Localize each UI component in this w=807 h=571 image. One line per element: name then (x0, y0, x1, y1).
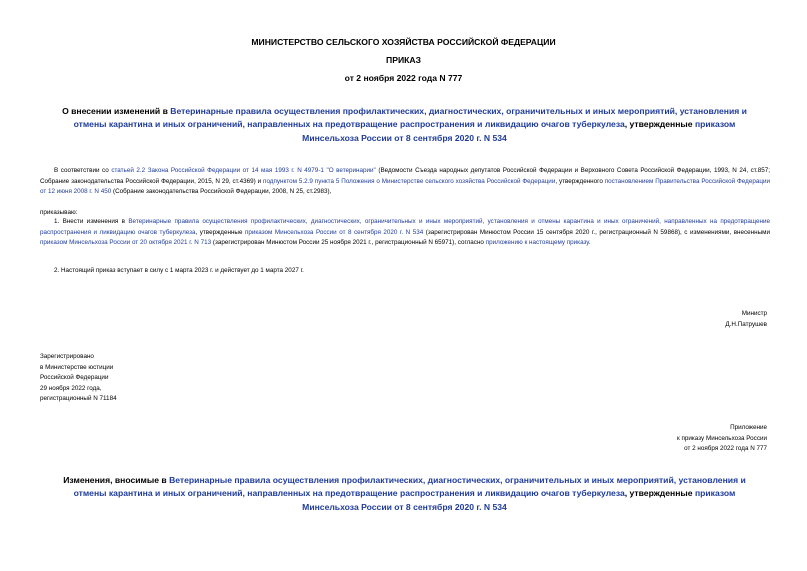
item-1-paragraph (40, 217, 770, 249)
government-decree-link[interactable]: постановлением Правительства Российской Федерации от 12 июня 2008 г. N 450 (40, 177, 770, 196)
appendix-block (677, 423, 767, 455)
ministry-heading: МИНИСТЕРСТВО СЕЛЬСКОГО ХОЗЯЙСТВА РОССИЙСКОЙ ФЕДЕРАЦИИ (251, 37, 556, 47)
document-type: ПРИКАЗ (386, 55, 421, 65)
title-text: , утвержденные (624, 119, 695, 130)
title-text: О внесении изменений в (62, 106, 171, 116)
paragraph-text: . (588, 239, 591, 247)
title-text: Изменения, вносимые в (63, 475, 170, 485)
regulation-subclause-link[interactable]: подпунктом 5.2.9 пункта 5 Положения о Министерстве сельского хозяйства Российской Федерации (263, 177, 556, 185)
paragraph-text: (Ведомости Съезда народных депутатов Российской Федерации и Верховного Совета Российской Федерации, 1993, N 24, ст.857; Собрание законодательства Российской Федерации, 2015, N 29, ст.4369) и (40, 167, 771, 185)
paragraph-text: , утвержденные (195, 228, 245, 236)
order-534-link[interactable]: приказом Минсельхоза России от 8 сентября 2020 г. N 534 (302, 119, 736, 143)
rules-link[interactable]: Ветеринарные правила осуществления профилактических, диагностических, ограничительных и иных мероприятий, установления и отмены карантина и иных ограничений, направленных на предотвращение распространения и ликвидацию очагов туберкулеза (73, 106, 747, 130)
signature-block (725, 309, 767, 330)
document-title (48, 105, 761, 145)
registration-line: Российской Федерации (40, 374, 109, 381)
item-2-paragraph: 2. Настоящий приказ вступает в силу с 1 марта 2023 г. и действует до 1 марта 2027 г. (54, 267, 304, 274)
signatory-name: Д.Н.Патрушев (725, 320, 767, 328)
paragraph-text: (зарегистрирован Минюстом России 25 ноября 2021 г., регистрационный N 65971), согласно (211, 239, 486, 247)
appendix-link[interactable]: приложению к настоящему приказу (485, 239, 589, 247)
rules-link[interactable]: Ветеринарные правила осуществления профилактических, диагностических, ограничительных и иных мероприятий, установления и отмены карантина и иных ограничений, направленных на предотвращение распространения и ликвидацию очагов туберкулеза (73, 475, 746, 499)
registration-line: в Министерстве юстиции (40, 363, 114, 371)
registration-line: регистрационный N 71184 (40, 395, 117, 402)
rules-link[interactable]: Ветеринарные правила осуществления профилактических, диагностических, ограничительных и иных мероприятий, установления и отмены карантина и иных ограничений, направленных на предотвращение распространения и ликвидацию очагов туберкулеза (40, 218, 770, 236)
order-713-link[interactable]: приказом Минсельхоза России от 20 октября 2021 г. N 713 (40, 239, 212, 247)
registration-line: 29 ноября 2022 года, (40, 384, 102, 392)
order-word: приказываю: (40, 209, 78, 216)
order-534-link[interactable]: приказом Минсельхоза России от 8 сентября 2020 г. N 534 (244, 228, 424, 236)
appendix-line: к приказу Минсельхоза России (676, 434, 767, 442)
title-text: , утвержденные (624, 488, 695, 499)
paragraph-text: В соответствии со (54, 167, 112, 174)
paragraph-text: (зарегистрирован Минюстом России 15 сентября 2020 г., регистрационный N 59868), с изменениями, внесенными (423, 228, 770, 236)
paragraph-text: (Собрание законодательства Российской Федерации, 2008, N 25, ст.2983), (111, 188, 332, 196)
registration-line: Зарегистрировано (40, 353, 94, 360)
law-article-link[interactable]: статьей 2.2 Закона Российской Федерации от 14 мая 1993 г. N 4979-1 "О ветеринарии" (111, 167, 376, 174)
paragraph-text: , утвержденного (555, 177, 605, 185)
order-534-link[interactable]: приказом Минсельхоза России от 8 сентября 2020 г. N 534 (302, 488, 736, 512)
appendix-line: от 2 ноября 2022 года N 777 (684, 445, 767, 452)
document-date: от 2 ноября 2022 года N 777 (344, 73, 463, 83)
appendix-line: Приложение (730, 424, 767, 431)
registration-block (40, 352, 117, 405)
paragraph-text: 1. Внести изменения в (54, 218, 129, 225)
appendix-title (48, 474, 761, 514)
signatory-position: Министр (741, 310, 767, 317)
basis-paragraph (40, 166, 770, 198)
